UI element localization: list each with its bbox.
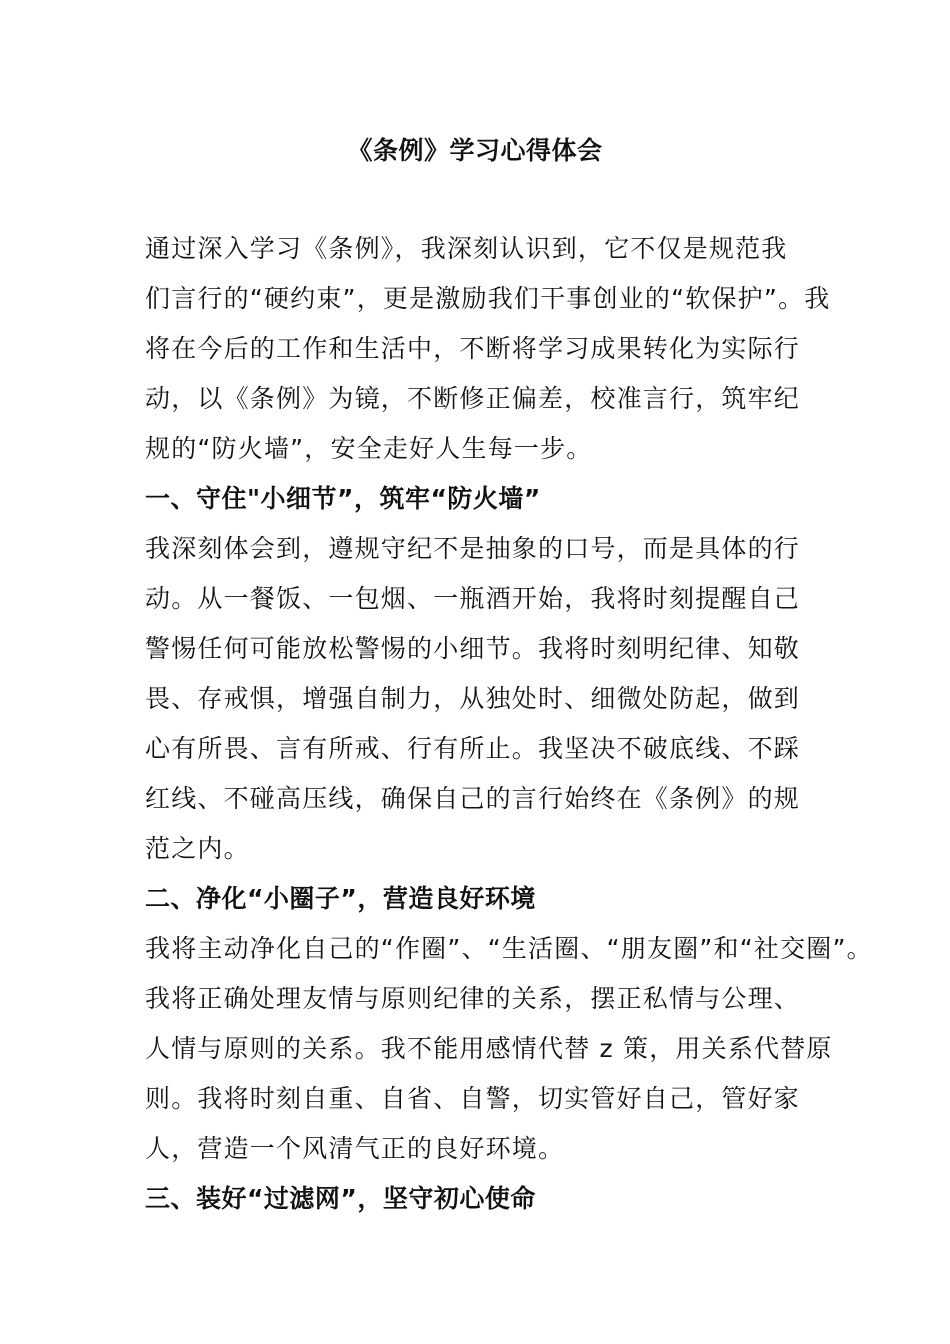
- text-line: 们言行的“硬约束”，更是激励我们干事创业的“软保护”。我: [145, 284, 831, 313]
- text-line: 动。从一餐饭、一包烟、一瓶酒开始，我将时刻提醒自己: [145, 584, 801, 613]
- text-line: 将在今后的工作和生活中，不断将学习成果转化为实际行: [145, 334, 801, 363]
- text-line: 通过深入学习《条例》，我深刻认识到，它不仅是规范我: [145, 234, 788, 263]
- text-line: 畏、存戒惧，增强自制力，从独处时、细微处防起，做到: [145, 684, 801, 713]
- text-line: 心有所畏、言有所戒、行有所止。我坚决不破底线、不踩: [145, 734, 801, 763]
- text-line: 我将正确处理友情与原则纪律的关系，摆正私情与公理、: [145, 984, 801, 1013]
- text-line: 人情与原则的关系。我不能用感情代替 z 策，用关系代替原: [145, 1034, 833, 1063]
- section-heading-1: 一、守住"小细节”，筑牢“防火墙”: [145, 484, 541, 513]
- text-line: 动，以《条例》为镜，不断修正偏差，校准言行，筑牢纪: [145, 384, 801, 413]
- section-paragraph-2: [145, 924, 873, 1174]
- text-line: 则。我将时刻自重、自省、自警，切实管好自己，管好家: [145, 1084, 801, 1113]
- intro-paragraph: [145, 224, 831, 474]
- text-line: 我将主动净化自己的“作圈”、“生活圈、“朋友圈”和“社交圈”。: [145, 934, 873, 963]
- text-line: 人，营造一个风清气正的良好环境。: [145, 1134, 565, 1163]
- document-body: [145, 224, 873, 1224]
- text-line: 红线、不碰高压线，确保自己的言行始终在《条例》的规: [145, 784, 801, 813]
- section-heading-3: 三、装好“过滤网”，坚守初心使命: [145, 1184, 536, 1213]
- text-line: 范之内。: [145, 834, 250, 863]
- document-title: 《条例》学习心得体会: [347, 136, 603, 165]
- text-line: 规的“防火墙”，安全走好人生每一步。: [145, 434, 593, 463]
- section-paragraph-1: [145, 524, 825, 874]
- text-line: 警惕任何可能放松警惕的小细节。我将时刻明纪律、知敬: [145, 634, 801, 663]
- text-line: 我深刻体会到，遵规守纪不是抽象的口号，而是具体的行: [145, 534, 801, 563]
- section-heading-2: 二、净化“小圈子”，营造良好环境: [145, 884, 536, 913]
